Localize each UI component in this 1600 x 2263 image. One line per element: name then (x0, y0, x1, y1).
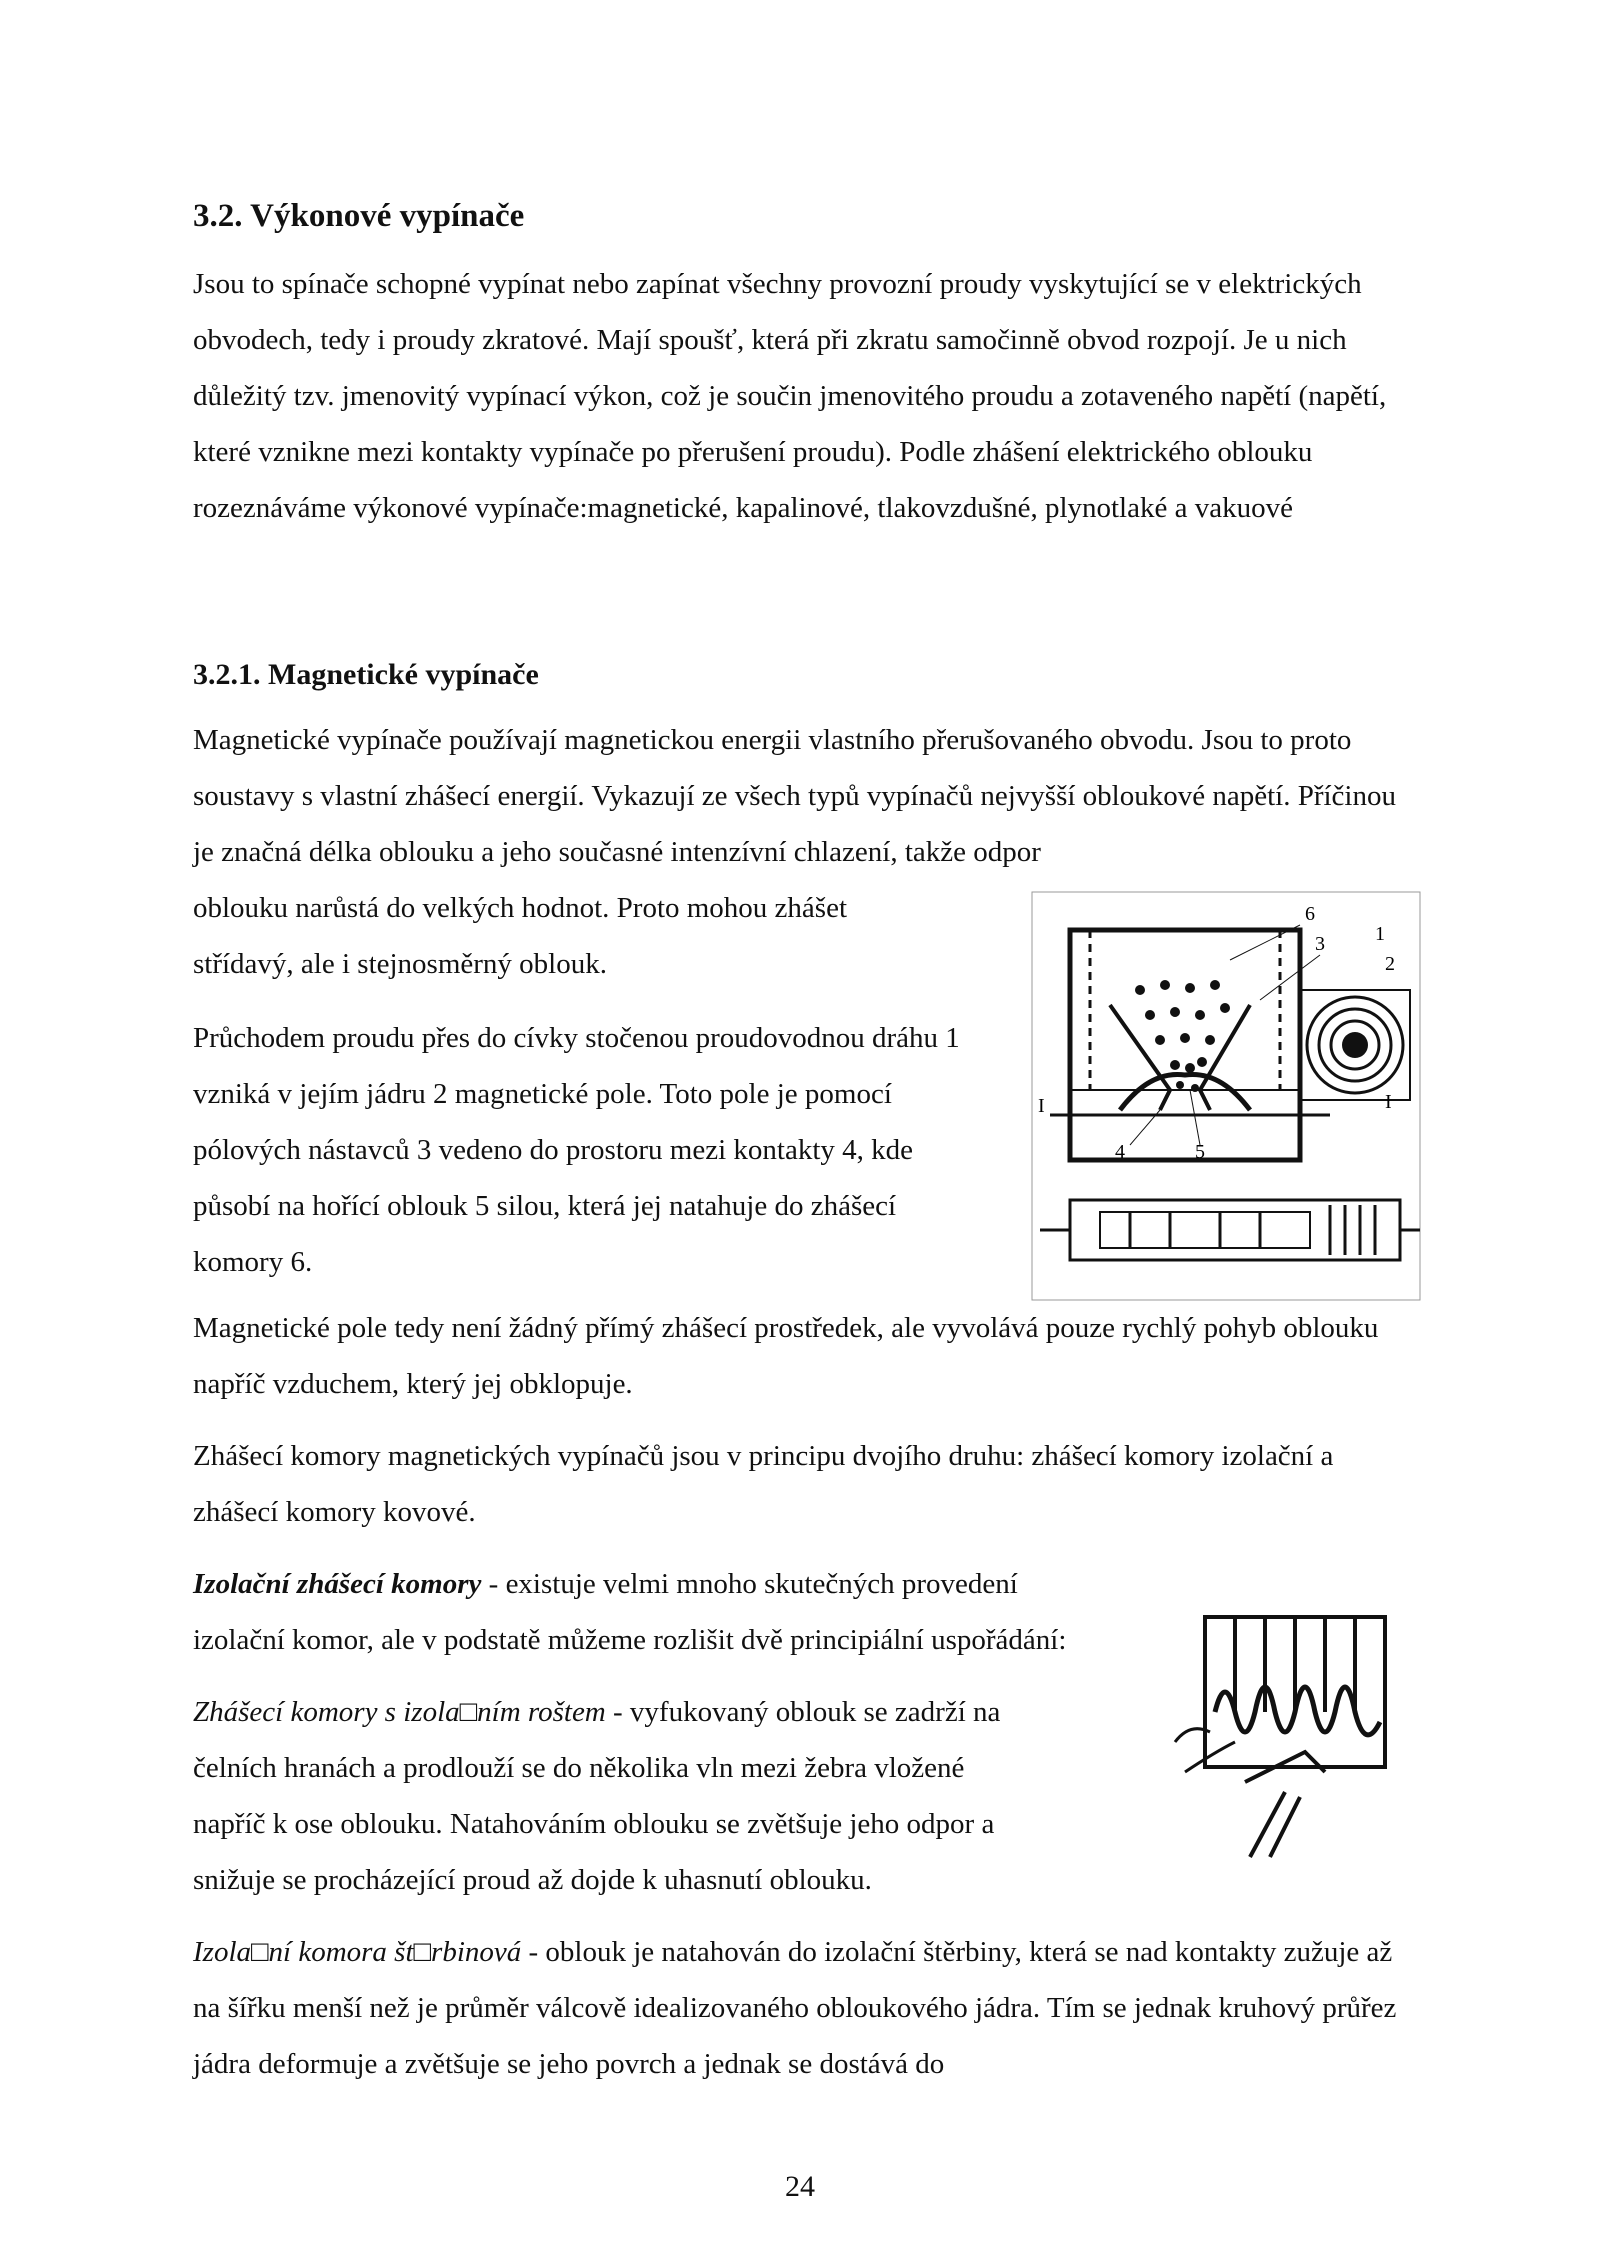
label-i-left: I (1038, 1095, 1045, 1117)
label-4: 4 (1115, 1141, 1125, 1163)
subsection-heading: 3.2.1. Magnetické vypínače (193, 658, 539, 691)
intro-paragraph: Jsou to spínače schopné vypínat nebo zapínat všechny provozní proudy vyskytující se v elektrických obvodech, tedy i proudy zkratové. Mají spoušť, která při zkratu samočinně obvod rozpojí. Je u nich důležitý tzv. jmenovitý vypínací výkon, což je součin jmenovitého proudu a zotaveného napětí (napětí, které vznikne mezi kontakty vypínače po přerušení proudu). Podle zhášení elektrického oblouku rozeznáváme výkonové vypínače:magnetické, kapalinové, tlakovzdušné, plynotlaké a vakuové (193, 268, 1387, 524)
arc-grid-paragraph (193, 1684, 1013, 1908)
isolation-chambers-paragraph (193, 1556, 1113, 1668)
slot-chamber-text: - oblouk je natahován do izolační štěrbiny, která se nad kontakty zužuje až na šířku menší než je průměr válcově idealizovaného obloukového jádra. Tím se jednak kruhový průřez jádra deformuje a zvětšuje se jeho povrch a jednak se dostává do (193, 1936, 1397, 2080)
isolation-chambers-term: Izolační zhášecí komory (193, 1568, 482, 1600)
label-i-right: I (1385, 1091, 1392, 1113)
slot-chamber-paragraph (193, 1924, 1423, 2092)
arc-grid-term: Zhášecí komory s izola□ním roštem (193, 1696, 606, 1728)
magnetic-breaker-figure (1030, 890, 1422, 1302)
label-1: 1 (1375, 923, 1385, 945)
magnetic-paragraph-2: Průchodem proudu přes do cívky stočenou proudovodnou dráhu 1 vzniká v jejím jádru 2 magnetické pole. Toto pole je pomocí pólových nástavců 3 vedeno do prostoru mezi kontakty 4, kde působí na hořící oblouk 5 silou, která jej natahuje do zhášecí komory 6. (193, 1022, 960, 1278)
arc-grid-figure (1165, 1612, 1405, 1862)
isolation-chambers-text: - existuje velmi mnoho skutečných provedení izolační komor, ale v podstatě můžeme rozlišit dvě principiální uspořádání: (193, 1568, 1067, 1656)
label-5: 5 (1195, 1141, 1205, 1163)
label-6: 6 (1305, 903, 1315, 925)
magnetic-paragraph-1: Magnetické vypínače používají magnetickou energii vlastního přerušovaného obvodu. Jsou to proto soustavy s vlastní zhášecí energií. Vykazují ze všech typů vypínačů nejvyšší obloukové napětí. Příčinou je značná délka oblouku a jeho současné intenzívní chlazení, takže odpor (193, 724, 1396, 868)
label-3: 3 (1315, 933, 1325, 955)
magnetic-paragraph-4: Zhášecí komory magnetických vypínačů jsou v principu dvojího druhu: zhášecí komory izolační a zhášecí komory kovové. (193, 1440, 1334, 1528)
magnetic-paragraph-3: Magnetické pole tedy není žádný přímý zhášecí prostředek, ale vyvolává pouze rychlý pohyb oblouku napříč vzduchem, který jej obklopuje. (193, 1312, 1379, 1400)
label-2: 2 (1385, 953, 1395, 975)
magnetic-paragraph-1b: oblouku narůstá do velkých hodnot. Proto mohou zhášet střídavý, ale i stejnosměrný oblouk. (193, 892, 848, 980)
arc-grid-text: - vyfukovaný oblouk se zadrží na čelních hranách a prodlouží se do několika vln mezi žebra vložené napříč k ose oblouku. Natahováním oblouku se zvětšuje jeho odpor a snižuje se procházející proud až dojde k uhasnutí oblouku. (193, 1696, 1001, 1896)
section-heading: 3.2. Výkonové vypínače (193, 198, 525, 234)
page-number: 24 (785, 2170, 815, 2203)
slot-chamber-term: Izola□ní komora št□rbinová (193, 1936, 522, 1968)
